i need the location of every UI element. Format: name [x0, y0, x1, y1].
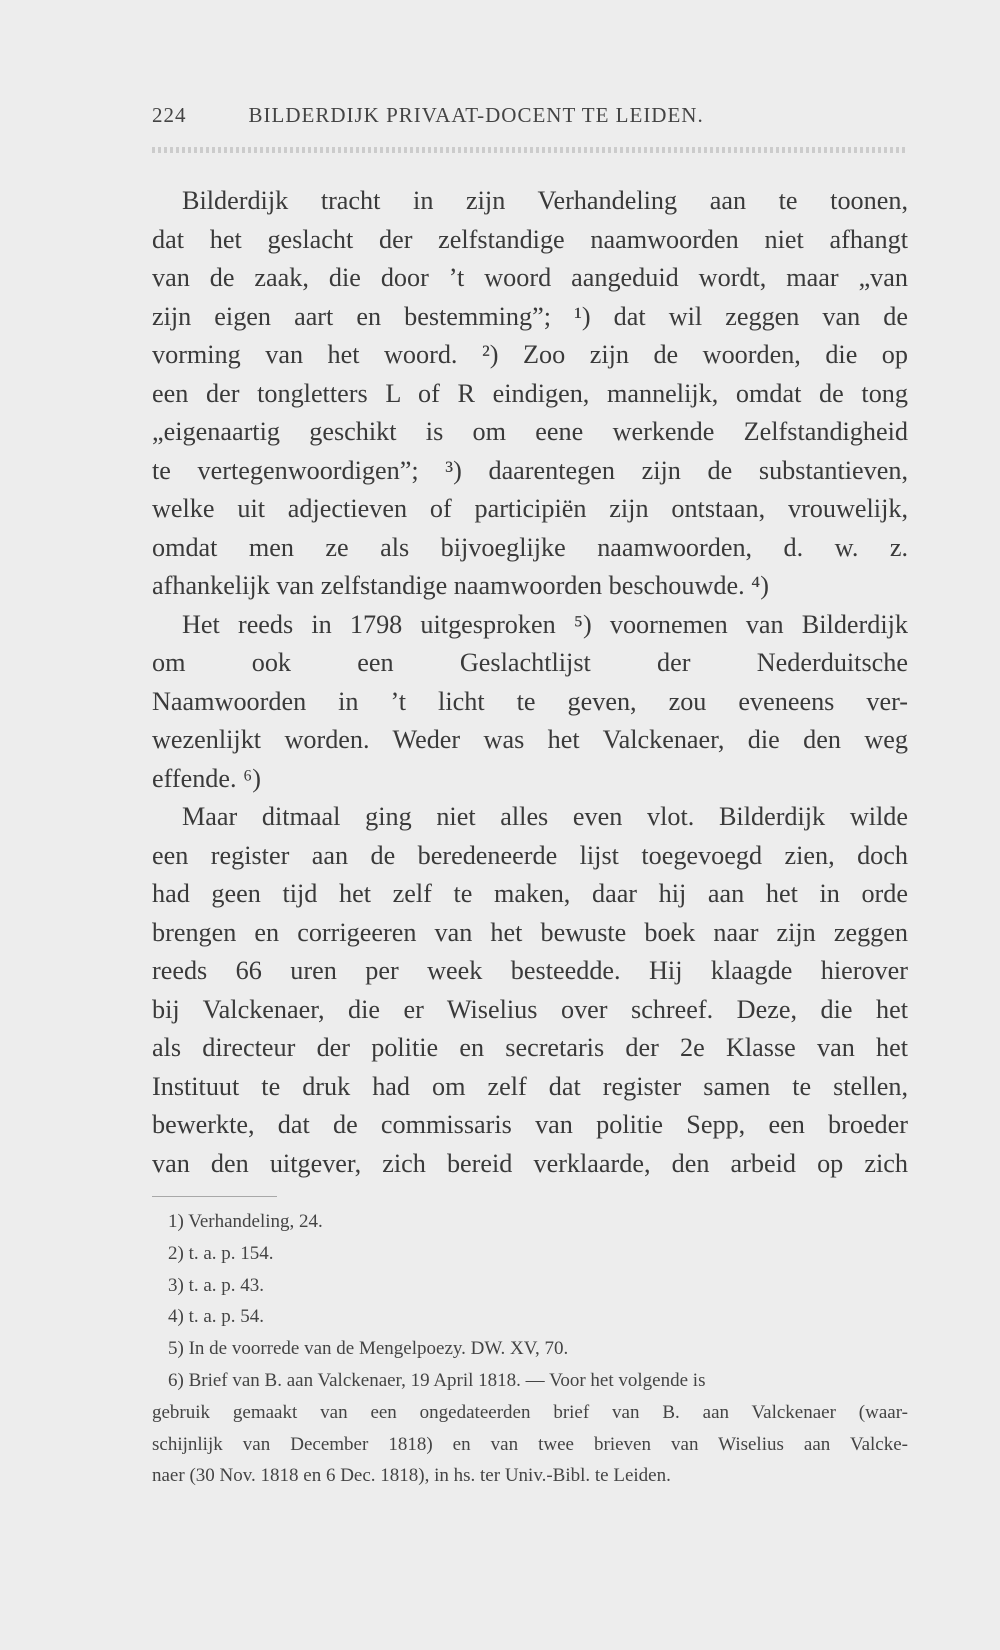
- footnote: 1) Verhandeling, 24.: [168, 1211, 323, 1232]
- body-line: reeds 66 uren per week besteedde. Hij klaagde hierover: [152, 956, 908, 985]
- footnote-continuation: naer (30 Nov. 1818 en 6 Dec. 1818), in hs. ter Univ.-Bibl. te Leiden.: [152, 1465, 671, 1487]
- body-line: van de zaak, die door ’t woord aangeduid wordt, maar „van: [152, 263, 908, 292]
- footnote: 5) In de voorrede van de Mengelpoezy. DW. XV, 70.: [168, 1338, 569, 1360]
- body-line: om ook een Geslachtlijst der Nederduitsche: [152, 648, 908, 677]
- body-line: welke uit adjectieven of participiën zijn ontstaan, vrouwelijk,: [152, 494, 908, 523]
- body-line: Naamwoorden in ’t licht te geven, zou eveneens ver-: [152, 686, 908, 716]
- body-line: brengen en corrigeeren van het bewuste boek naar zijn zeggen: [152, 917, 908, 947]
- running-title: BILDERDIJK PRIVAAT-DOCENT TE LEIDEN.: [248, 103, 704, 127]
- body-line: had geen tijd het zelf te maken, daar hij aan het in orde: [152, 879, 908, 908]
- body-line: Bilderdijk tracht in zijn Verhandeling aan te toonen,: [182, 186, 908, 215]
- body-line: „eigenaartig geschikt is om eene werkende Zelfstandigheid: [152, 417, 908, 446]
- body-line: als directeur der politie en secretaris der 2e Klasse van het: [152, 1033, 908, 1062]
- footnote-rule: [152, 1196, 277, 1197]
- footnote: 3) t. a. p. 43.: [168, 1274, 265, 1296]
- footnote-continuation: schijnlijk van December 1818) en van twee brieven van Wiselius aan Valcke-: [152, 1433, 908, 1455]
- body-line: een register aan de beredeneerde lijst toegevoegd zien, doch: [152, 840, 908, 870]
- body-line: zijn eigen aart en bestemming”; ¹) dat wil zeggen van de: [152, 301, 908, 331]
- body-line: wezenlijkt worden. Weder was het Valckenaer, die den weg: [152, 725, 908, 754]
- footnotes: [152, 1206, 908, 1492]
- running-header: [152, 103, 908, 128]
- footnote: 2) t. a. p. 154.: [168, 1242, 274, 1264]
- body-line: bewerkte, dat de commissaris van politie Sepp, een broeder: [152, 1110, 908, 1139]
- body-line: vorming van het woord. ²) Zoo zijn de woorden, die op: [152, 340, 908, 369]
- page-number: 224: [152, 103, 187, 127]
- body-line: van den uitgever, zich bereid verklaarde, den arbeid op zich: [152, 1148, 908, 1178]
- body-line: dat het geslacht der zelfstandige naamwoorden niet afhangt: [152, 224, 908, 254]
- body-line: Maar ditmaal ging niet alles even vlot. Bilderdijk wilde: [182, 802, 908, 831]
- body-line: Instituut te druk had om zelf dat register samen te stellen,: [152, 1071, 908, 1101]
- body-line: te vertegenwoordigen”; ³) daarentegen zijn de substantieven,: [152, 455, 908, 485]
- body-line: effende. ⁶): [152, 763, 261, 793]
- body-text: [152, 182, 908, 1183]
- footnote: 4) t. a. p. 54.: [168, 1306, 265, 1328]
- body-line: afhankelijk van zelfstandige naamwoorden beschouwde. ⁴): [152, 571, 770, 600]
- header-rule: [152, 147, 908, 153]
- footnote: 6) Brief van B. aan Valckenaer, 19 April 1818. — Voor het volgende is: [168, 1369, 706, 1391]
- footnote-continuation: gebruik gemaakt van een ongedateerden brief van B. aan Valckenaer (waar-: [152, 1401, 908, 1423]
- body-line: een der tongletters L of R eindigen, mannelijk, omdat de tong: [152, 378, 908, 408]
- body-line: omdat men ze als bijvoeglijke naamwoorden, d. w. z.: [152, 532, 908, 562]
- body-line: bij Valckenaer, die er Wiselius over schreef. Deze, die het: [152, 994, 908, 1024]
- body-line: Het reeds in 1798 uitgesproken ⁵) voornemen van Bilderdijk: [182, 609, 908, 639]
